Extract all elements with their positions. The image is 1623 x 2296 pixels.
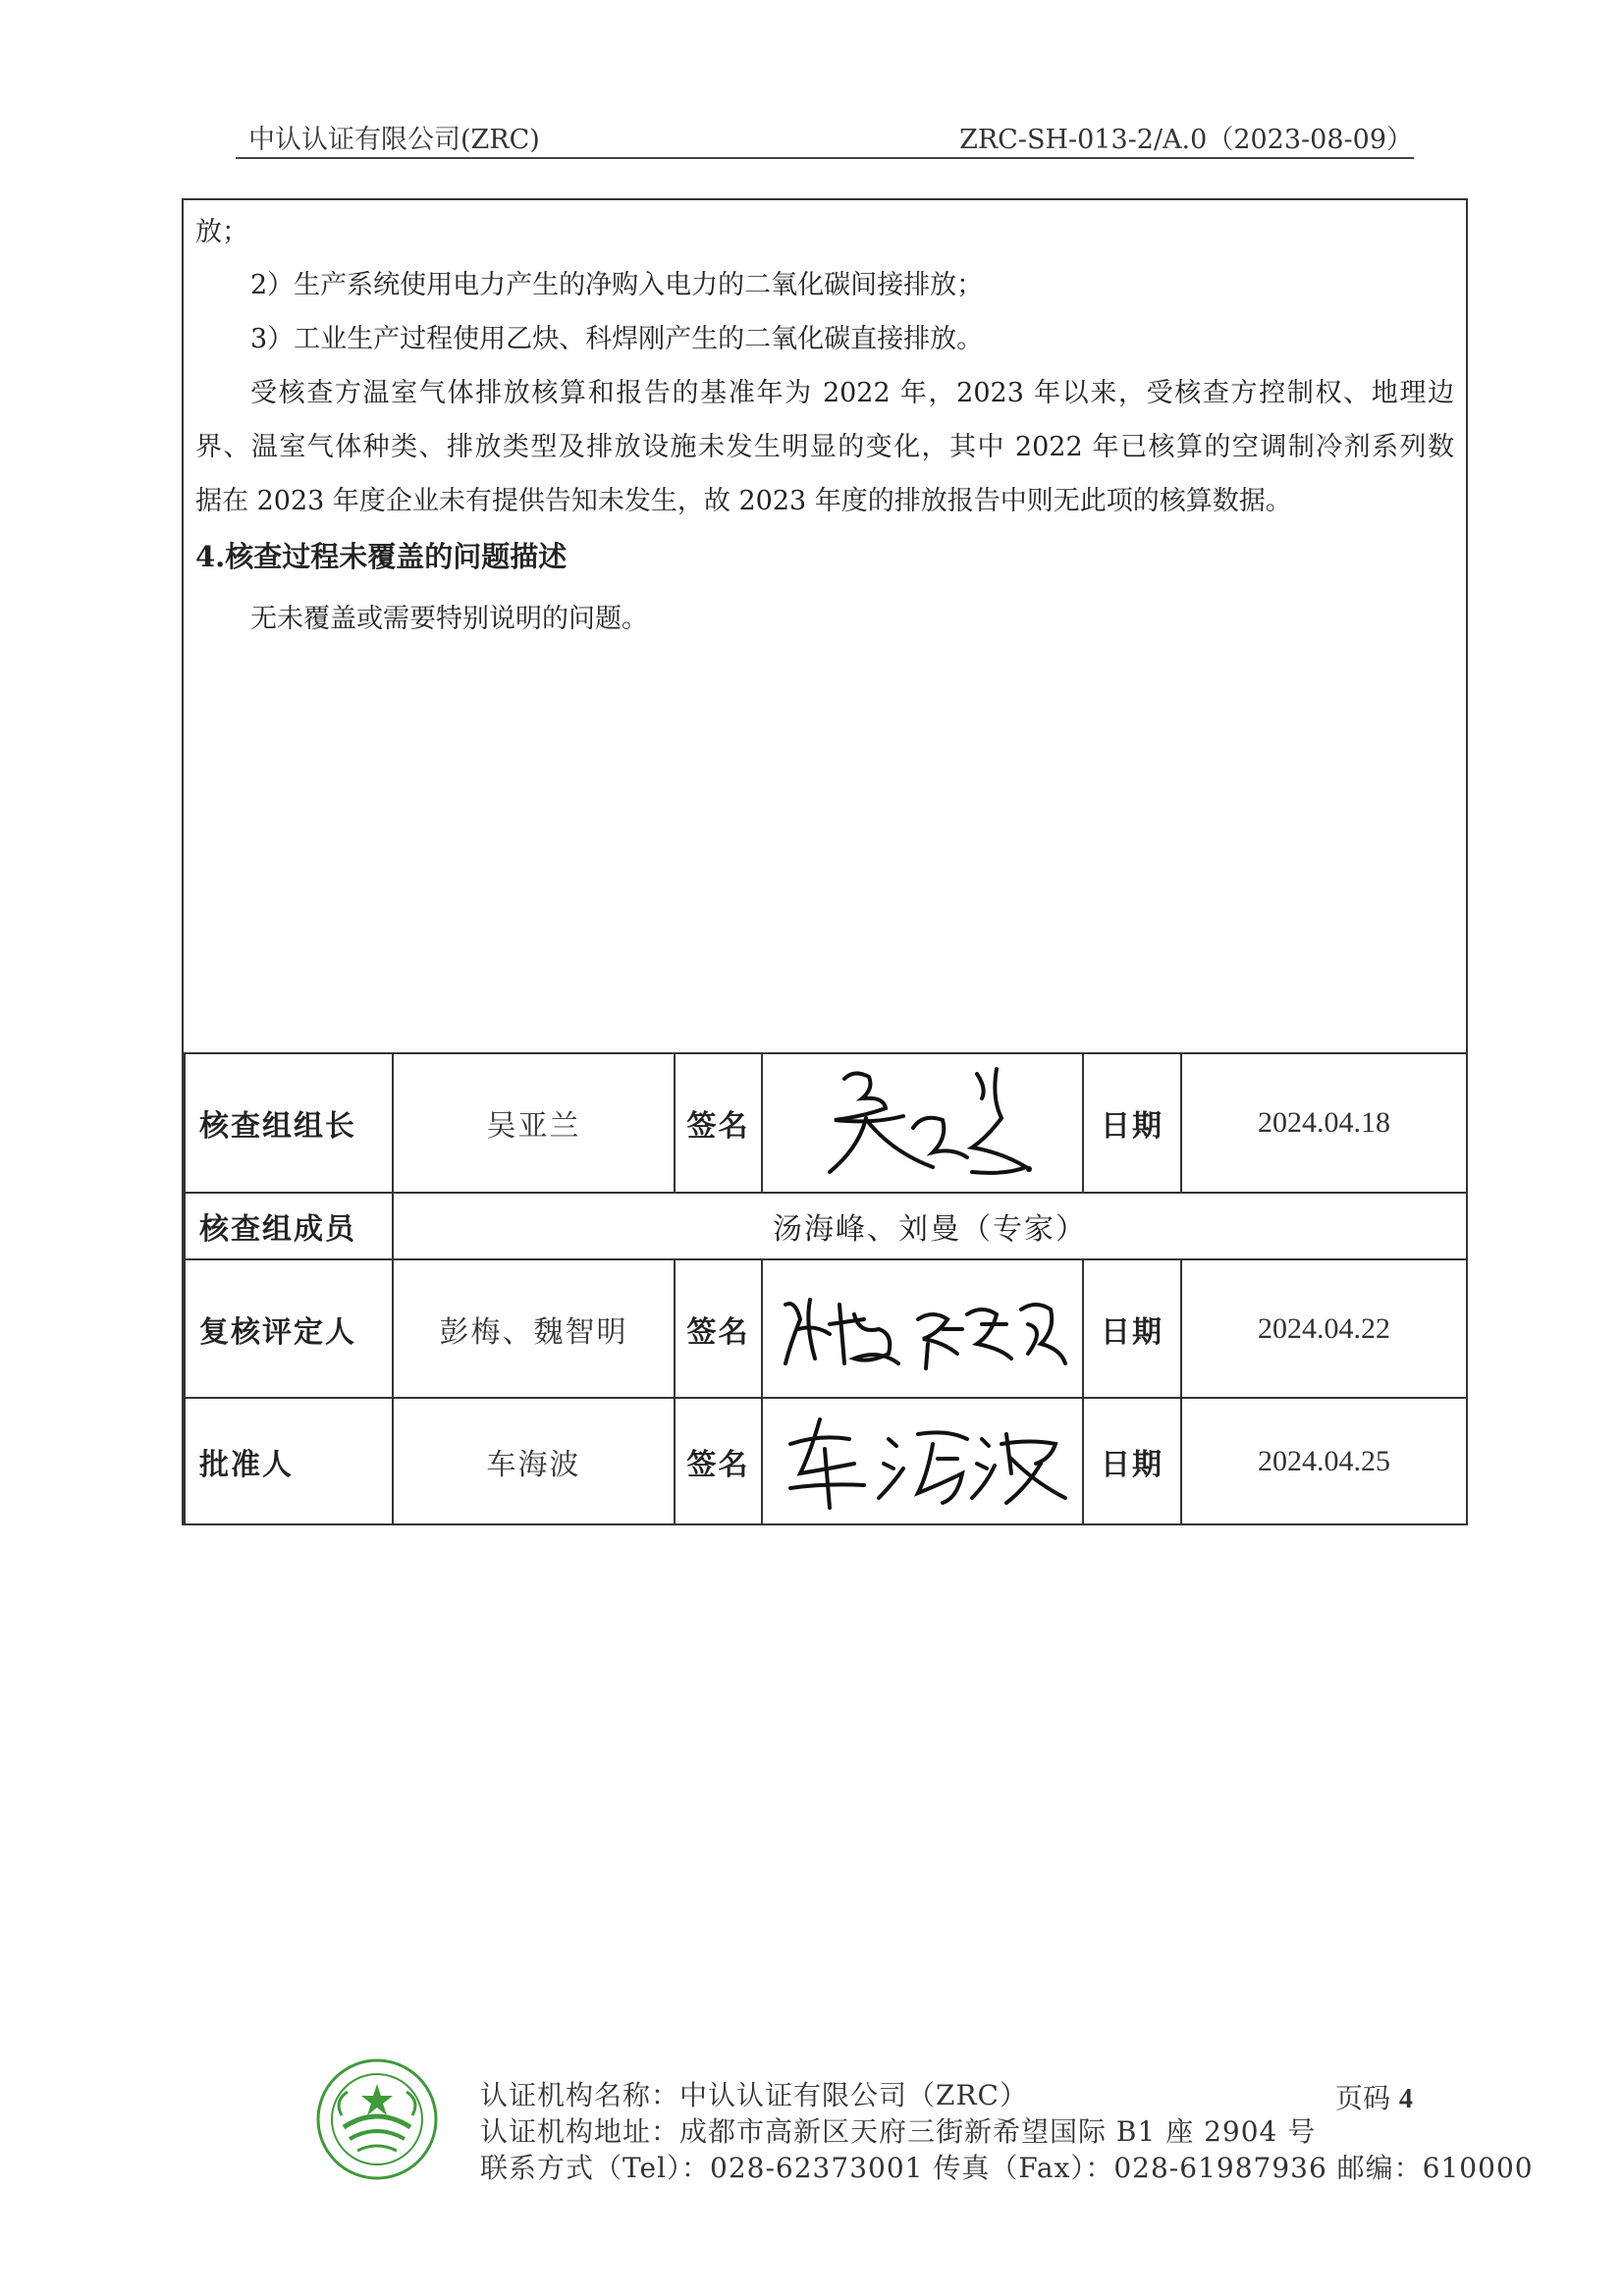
para-line-3: 据在 2023 年度企业未有提供告知未发生，故 2023 年度的排放报告中则无此项的核算数据。: [195, 486, 1292, 516]
footer-org-address: 认证机构地址：成都市高新区天府三街新希望国际 B1 座 2904 号: [480, 2115, 1317, 2148]
signature-table: [184, 1052, 1468, 1525]
leader-signature-image: [776, 1059, 1070, 1187]
approver-sign-label: 签名: [675, 1398, 762, 1524]
reviewer-label: 复核评定人: [185, 1259, 393, 1398]
row-approver: [185, 1398, 1467, 1524]
reviewer-signature: [762, 1259, 1083, 1398]
footer-org-name: 认证机构名称：中认认证有限公司（ZRC）: [480, 2079, 1028, 2111]
approver-signature-image: [771, 1405, 1075, 1518]
reviewer-sign-label: 签名: [675, 1259, 762, 1398]
leader-label: 核查组组长: [185, 1053, 393, 1193]
leader-name: 吴亚兰: [393, 1053, 675, 1193]
page-number-value: 4: [1398, 2084, 1413, 2114]
item-2: 2）生产系统使用电力产生的净购入电力的二氧化碳间接排放；: [250, 270, 984, 300]
certification-logo-icon: [314, 2056, 440, 2182]
members-label: 核查组成员: [185, 1193, 393, 1259]
header-company: 中认认证有限公司(ZRC): [248, 125, 540, 155]
leader-date: 2024.04.18: [1181, 1053, 1467, 1193]
header-rule: [236, 157, 1414, 159]
report-content: [184, 200, 1466, 1052]
reviewer-date: 2024.04.22: [1181, 1259, 1467, 1398]
row-reviewer: [185, 1259, 1467, 1398]
para-line-2: 界、温室气体种类、排放类型及排放设施未发生明显的变化，其中 2022 年已核算的空调制冷剂系列数: [195, 432, 1454, 462]
reviewer-date-label: 日期: [1083, 1259, 1181, 1398]
section-4-title: 4.核查过程未覆盖的问题描述: [195, 540, 568, 573]
approver-label: 批准人: [185, 1398, 393, 1524]
footer-contact: 联系方式（Tel）：028-62373001 传真（Fax）：028-61987936 邮编：610000: [480, 2152, 1534, 2184]
item-3: 3）工业生产过程使用乙炔、科焊刚产生的二氧化碳直接排放。: [250, 324, 984, 354]
reviewer-signature-image: [771, 1275, 1075, 1383]
report-frame: [182, 198, 1468, 1525]
leader-sign-label: 签名: [675, 1053, 762, 1193]
approver-name: 车海波: [393, 1398, 675, 1524]
approver-signature: [762, 1398, 1083, 1524]
page-number-label: 页码: [1335, 2082, 1391, 2114]
approver-date-label: 日期: [1083, 1398, 1181, 1524]
row-leader: [185, 1053, 1467, 1193]
leader-date-label: 日期: [1083, 1053, 1181, 1193]
leader-signature: [762, 1053, 1083, 1193]
page-number: [1335, 2077, 1413, 2116]
members-names: 汤海峰、刘曼（专家）: [393, 1193, 1467, 1259]
reviewer-names: 彭梅、魏智明: [393, 1259, 675, 1398]
section-4-text: 无未覆盖或需要特别说明的问题。: [250, 604, 648, 634]
line-fang: 放；: [195, 217, 248, 247]
para-line-1: 受核查方温室气体排放核算和报告的基准年为 2022 年，2023 年以来，受核查方控制权、地理边: [250, 378, 1454, 408]
row-members: [185, 1193, 1467, 1259]
header-doc-code: ZRC-SH-013-2/A.0（2023-08-09）: [959, 125, 1413, 155]
approver-date: 2024.04.25: [1181, 1398, 1467, 1524]
